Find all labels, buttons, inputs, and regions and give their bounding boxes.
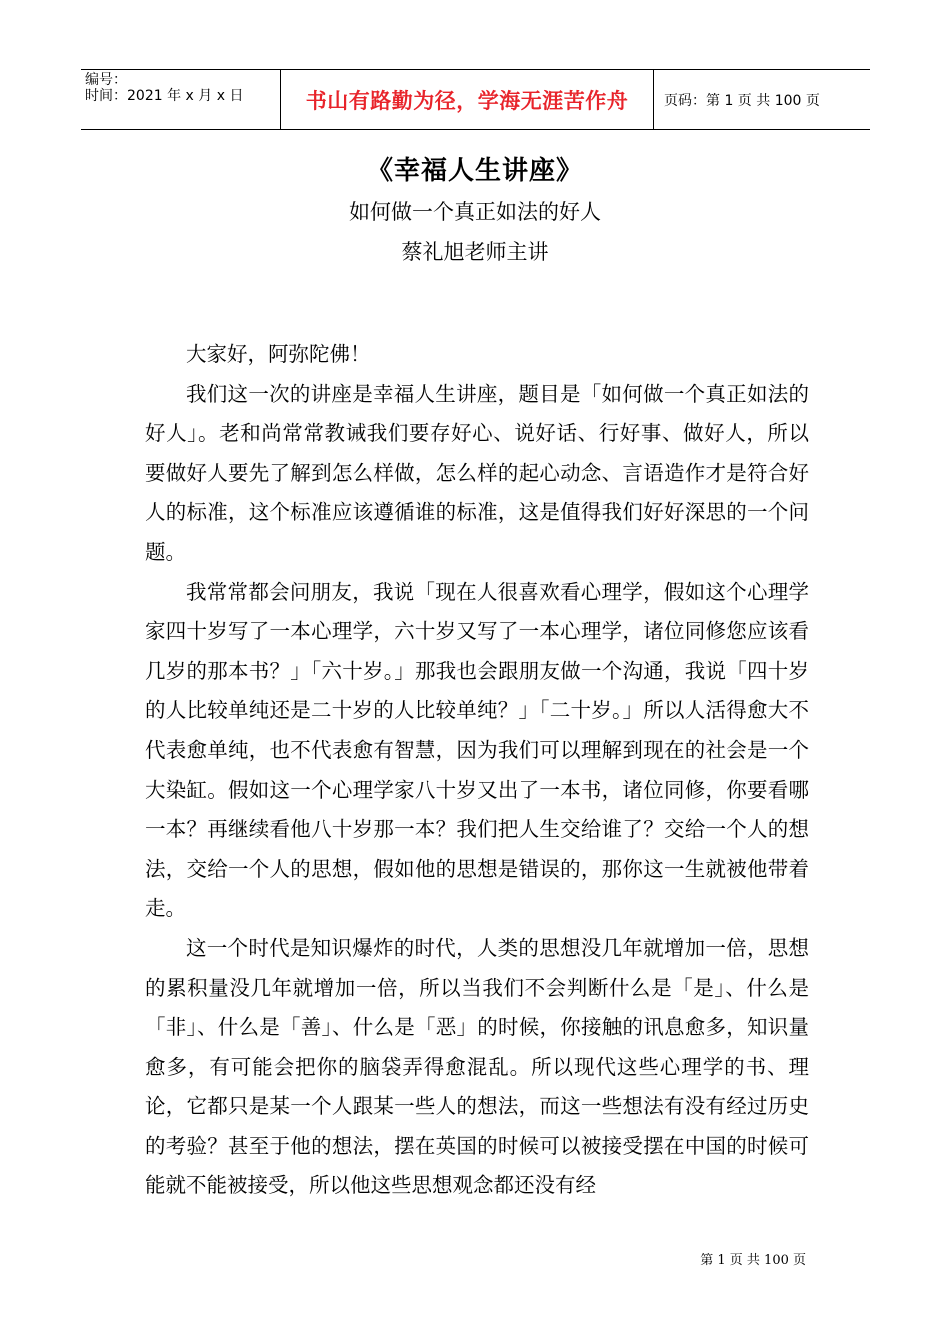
page-footer: 第 1 页 共 100 页 [700, 1253, 806, 1268]
document-speaker: 蔡礼旭老师主讲 [401, 240, 549, 264]
document-body [145, 335, 809, 1206]
paragraph: 我常常都会问朋友，我说「现在人很喜欢看心理学，假如这个心理学家四十岁写了一本心理学，六十岁又写了一本心理学，诸位同修您应该看几岁的那本书？」「六十岁。」那我也会跟朋友做一个沟通，我说「四十岁的人比较单纯还是二十岁的人比较单纯？」「二十岁。」所以人活得愈大不代表愈单纯，也不代表愈有智慧，因为我们可以理解到现在的社会是一个大染缸。假如这一个心理学家八十岁又出了一本书，诸位同修，你要看哪一本？再继续看他八十岁那一本？我们把人生交给谁了？交给一个人的想法，交给一个人的思想，假如他的思想是错误的，那你这一生就被他带着走。 [145, 579, 809, 921]
paragraph: 这一个时代是知识爆炸的时代，人类的思想没几年就增加一倍，思想的累积量没几年就增加一倍，所以当我们不会判断什么是「是」、什么是「非」、什么是「善」、什么是「恶」的时候，你接触的讯息愈多，知识量愈多，有可能会把你的脑袋弄得愈混乱。所以现代这些心理学的书、理论，它都只是某一个人跟某一些人的想法，而这一些想法有没有经过历史的考验？甚至于他的想法，摆在英国的时候可以被接受摆在中国的时候可能就不能被接受，所以他这些思想观念都还没有经 [145, 935, 809, 1198]
page-header [81, 69, 870, 130]
header-page-info: 页码：第 1 页 共 100 页 [664, 92, 820, 109]
document-subtitle: 如何做一个真正如法的好人 [349, 200, 601, 224]
document-number-label: 编号： [85, 72, 127, 88]
header-motto: 书山有路勤为径，学海无涯苦作舟 [281, 70, 654, 129]
paragraph: 我们这一次的讲座是幸福人生讲座，题目是「如何做一个真正如法的好人」。老和尚常常教诫我们要存好心、说好话、行好事、做好人，所以要做好人要先了解到怎么样做，怎么样的起心动念、言语造作才是符合好人的标准，这个标准应该遵循谁的标准，这是值得我们好好深思的一个问题。 [145, 381, 809, 564]
document-date: 时间：2021 年 x 月 x 日 [85, 88, 244, 104]
paragraph-greeting: 大家好，阿弥陀佛！ [186, 342, 371, 366]
header-meta [81, 70, 281, 129]
document-title: 《幸福人生讲座》 [366, 156, 583, 186]
